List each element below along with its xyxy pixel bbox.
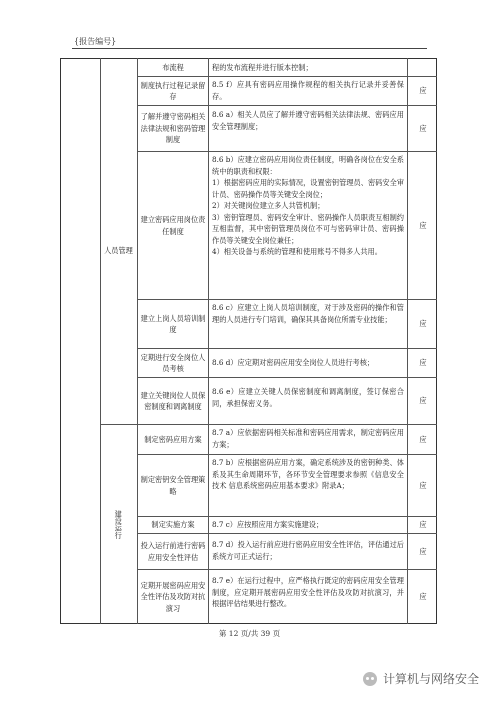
flag-cell: 应	[419, 358, 427, 368]
watermark-text: 计算机与网络安全	[382, 672, 479, 686]
item-cell: 制度执行过程记录留存	[140, 80, 206, 101]
requirement-cell: 8.7 d）投入运行前应进行密码应用安全性评估，评估通过后系统方可正式运行；	[212, 540, 404, 561]
item-cell: 建立上岗人员培训制度	[140, 313, 206, 334]
item-cell: 制定密钥安全管理策略	[140, 475, 206, 496]
requirement-cell: 8.7 a）应依据密码相关标准和密码应用需求，制定密码应用方案；	[212, 428, 404, 449]
item-cell: 建立密码应用岗位责任制度	[140, 215, 206, 236]
flag-cell	[408, 59, 438, 76]
flag-cell: 应	[419, 123, 427, 133]
category-personnel: 人员管理	[104, 245, 133, 255]
requirement-cell: 8.5 f）应具有密码应用操作规程的相关执行记录并妥善保存。	[212, 80, 404, 101]
requirement-cell: 8.6 e）应建立关键人员保密制度和调离制度，签订保密合同，承担保密义务。	[212, 387, 404, 408]
item-cell: 定期进行安全岗位人员考核	[140, 352, 206, 373]
requirement-cell: 8.6 a）相关人员应了解并遵守密码相关法律法规、密码应用安全管理制度；	[212, 110, 404, 131]
wechat-icon	[363, 672, 377, 686]
page-number: 第 12 页/共 39 页	[218, 629, 281, 638]
item-cell: 制定实施方案	[151, 520, 195, 530]
item-cell: 制定密码应用方案	[144, 434, 202, 444]
flag-cell: 应	[419, 220, 427, 230]
header-rule	[72, 48, 427, 49]
requirement-cell: 8.6 c）应建立上岗人员培训制度，对于涉及密码的操作和管理的人员进行专门培训，确保其具备岗位所需专业技能；	[212, 303, 404, 324]
flag-cell: 应	[419, 319, 427, 329]
flag-cell: 应	[419, 86, 427, 96]
requirement-cell: 8.7 b）应根据密码应用方案，确定系统涉及的密钥种类、体系及其生命周期环节，各环节安全管理要求参照《信息安全技术 信息系统密码应用基本要求》附录A；	[212, 458, 404, 490]
flag-cell: 应	[419, 480, 427, 490]
flag-cell: 应	[419, 546, 427, 556]
item-cell: 建立关键岗位人员保密制度和调离制度	[140, 390, 206, 411]
requirement-cell: 程的发布流程并进行版本控制；	[212, 63, 313, 72]
item-cell: 布流程	[162, 62, 184, 72]
flag-cell: 应	[419, 592, 427, 602]
item-cell: 投入运行前进行密码应用安全性评估	[140, 541, 206, 562]
requirement-cell: 8.7 c）应按照应用方案实施建设；	[212, 520, 324, 529]
requirement-cell: 8.6 b）应建立密码应用岗位责任制度，明确各岗位在安全系统中的职责和权限： 1）根据密码应用的实际情况，设置密钥管理员、密码安全审计员、密码操作员等关键安全岗位； 2）对关键岗位建立多人共管机制； 3）密钥管理员、密码安全审计、密码操作人员职责互相制约互相监督，其中密钥管理员岗位不可与密码审计员、密码操作员等关键安全岗位兼任； 4）相关设备与系统的管理和使用账号不得多人共用。	[212, 155, 404, 256]
item-cell: 了解并遵守密码相关法律法规和密码管理制度	[140, 112, 206, 145]
flag-cell: 应	[419, 396, 427, 406]
requirement-cell: 8.7 e）在运行过程中，应严格执行既定的密码应用安全管理制度，应定期开展密码应用安全性评估及攻防对抗演习，并根据评估结果进行整改。	[212, 576, 404, 608]
flag-cell: 应	[419, 434, 427, 444]
requirement-cell: 8.6 d）应定期对密码应用安全岗位人员进行考核；	[212, 358, 375, 367]
item-cell: 定期开展密码应用安全性评估及攻防对抗演习	[140, 580, 206, 613]
watermark	[363, 670, 479, 687]
category-construction: 建设运行	[114, 510, 124, 539]
report-number-header: {报告编号}	[74, 37, 117, 46]
flag-cell: 应	[419, 520, 427, 530]
